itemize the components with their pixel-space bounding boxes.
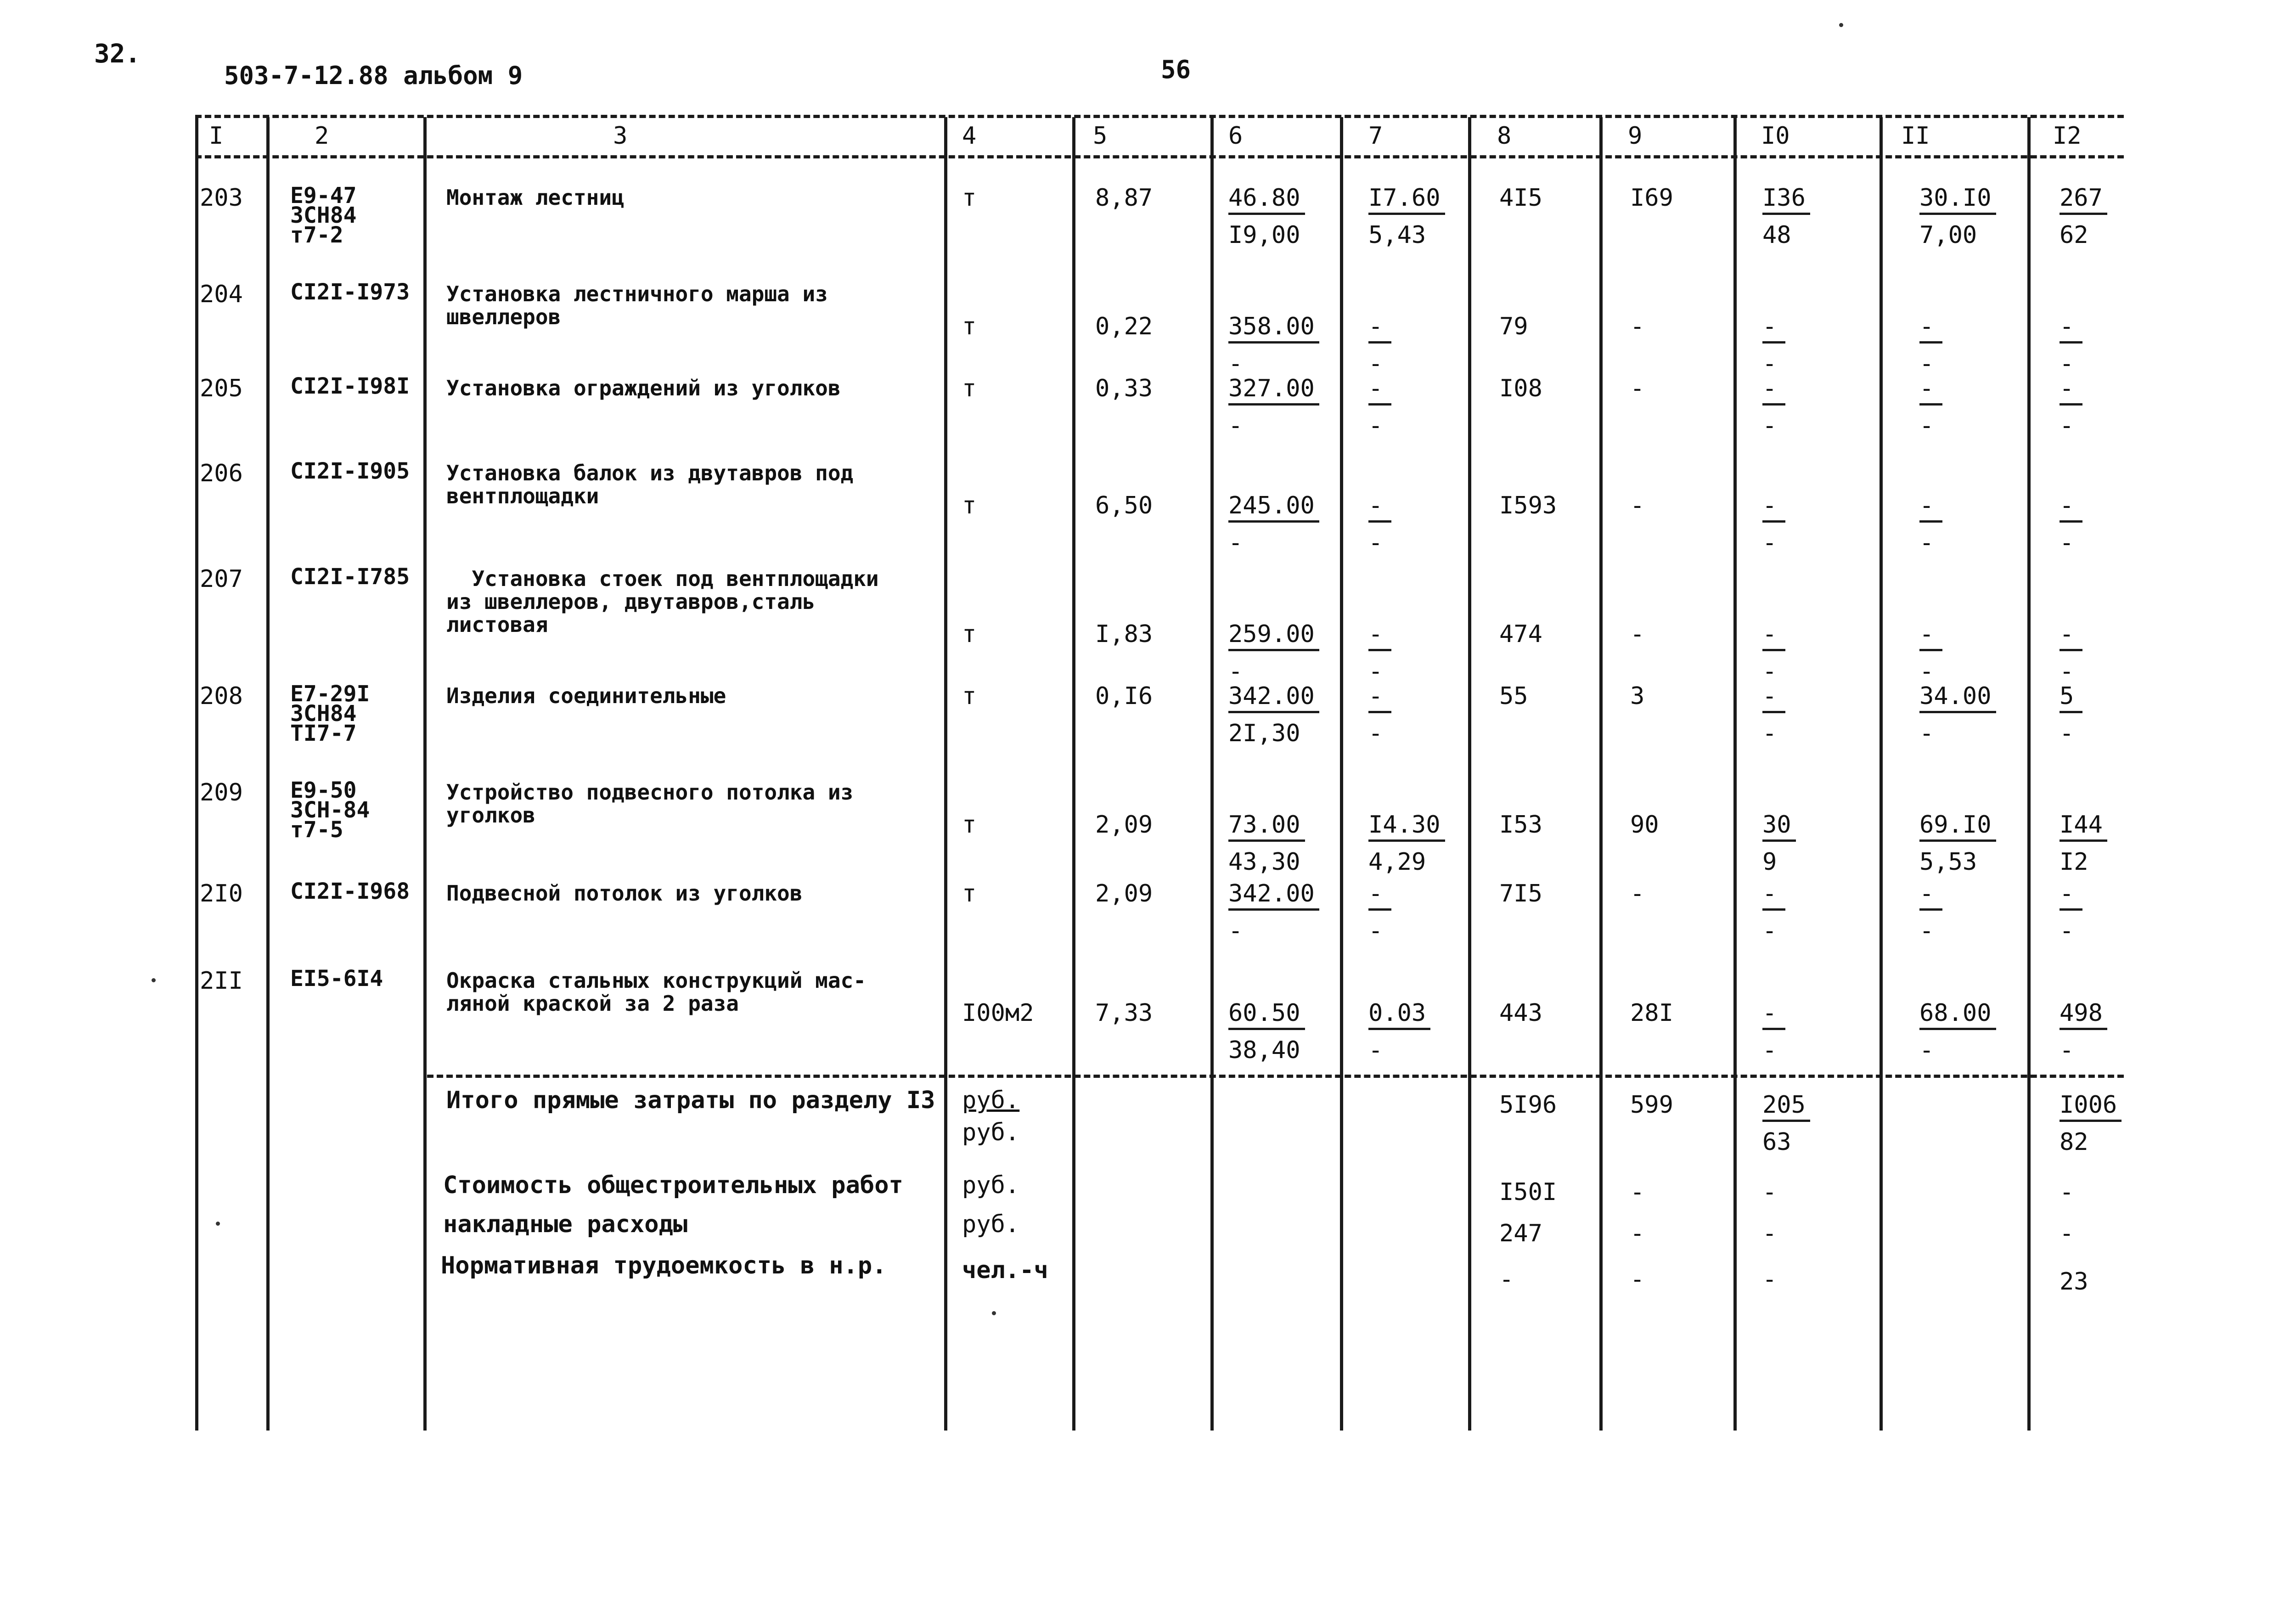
- row-code: E9-47 3СН84 т7-2: [290, 183, 357, 248]
- fraction-top: 30.I0: [1919, 186, 1996, 215]
- cost-col6: [1228, 684, 1319, 745]
- fraction-top: -: [1762, 684, 1785, 713]
- cost-col6: [1228, 882, 1319, 943]
- fraction-top: -: [1368, 377, 1391, 406]
- row-number: 208: [200, 682, 243, 710]
- column-header: 2: [315, 122, 329, 150]
- general-works-col12: -: [2060, 1178, 2074, 1206]
- column-divider: [1468, 117, 1471, 1431]
- row-quantity: 2,09: [1095, 880, 1153, 907]
- cost-col10: [1762, 813, 1796, 874]
- fraction-top: -: [1762, 377, 1785, 406]
- general-works-col8: I50I: [1499, 1178, 1557, 1206]
- cost-col6: [1228, 622, 1319, 683]
- row-code: EI5-6I4: [290, 966, 383, 991]
- column-header: I2: [2053, 122, 2082, 150]
- scan-speck: [1839, 23, 1843, 27]
- total-direct-col8: 5I96: [1499, 1091, 1557, 1119]
- scan-speck: [152, 978, 156, 982]
- cost-col11: [1919, 813, 1996, 874]
- scan-speck: [216, 1222, 220, 1226]
- cost-col12: [2060, 315, 2082, 376]
- fraction-top: 245.00: [1228, 494, 1319, 523]
- row-number: 2I0: [200, 880, 243, 907]
- cost-col7: [1368, 494, 1391, 555]
- fraction-bottom: -: [1762, 917, 1777, 945]
- column-divider: [423, 117, 427, 1431]
- fraction-bottom: I9,00: [1228, 221, 1300, 249]
- fraction-top: -: [1368, 315, 1391, 344]
- fraction-top: 5: [2060, 684, 2082, 713]
- row-unit: I00м2: [962, 999, 1034, 1027]
- fraction-bottom: I2: [2060, 848, 2088, 876]
- row-number: 205: [200, 375, 243, 402]
- total-direct-unit: руб.: [962, 1087, 1020, 1114]
- cost-col8: I08: [1499, 375, 1542, 402]
- column-divider: [1733, 117, 1737, 1431]
- fraction-bottom: -: [1368, 1036, 1383, 1064]
- row-quantity: 2,09: [1095, 811, 1153, 839]
- row-description: Подвесной потолок из уголков: [446, 881, 803, 906]
- fraction-top: I4.30: [1368, 813, 1445, 842]
- cost-col7: [1368, 315, 1391, 376]
- fraction-top: 498: [2060, 1001, 2107, 1030]
- cost-col9: -: [1630, 313, 1645, 340]
- fraction-top: 46.80: [1228, 186, 1305, 215]
- cost-col10: [1762, 186, 1810, 247]
- fraction-top: 34.00: [1919, 684, 1996, 713]
- fraction-bottom: -: [1228, 412, 1243, 439]
- fraction-top: -: [1919, 622, 1942, 651]
- fraction-bottom: -: [1762, 720, 1777, 747]
- fraction-bottom: -: [1368, 529, 1383, 557]
- fraction-top: -: [2060, 315, 2082, 344]
- cost-col12: [2060, 882, 2082, 943]
- column-header: 7: [1368, 122, 1383, 150]
- header-top-rule: [195, 115, 2124, 118]
- overhead-col12: -: [2060, 1220, 2074, 1247]
- fraction-bottom: -: [1762, 412, 1777, 439]
- fraction-bottom: -: [2060, 1036, 2074, 1064]
- column-header: II: [1901, 122, 1930, 150]
- fraction-bottom: -: [1762, 658, 1777, 685]
- cost-col11: [1919, 186, 1996, 247]
- cost-col9: -: [1630, 620, 1645, 648]
- cost-col8: 474: [1499, 620, 1542, 648]
- column-header: 3: [613, 122, 628, 150]
- cost-col12: [2060, 494, 2082, 555]
- cost-col7: [1368, 186, 1445, 247]
- cost-col10: [1762, 494, 1785, 555]
- row-number: 2II: [200, 967, 243, 995]
- overhead-col10: -: [1762, 1220, 1777, 1247]
- row-unit: т: [962, 375, 977, 402]
- cost-col8: 79: [1499, 313, 1528, 340]
- fraction-top: 69.I0: [1919, 813, 1996, 842]
- cost-col11: [1919, 315, 1942, 376]
- fraction-bottom: -: [1368, 412, 1383, 439]
- labor-col12: 23: [2060, 1268, 2088, 1296]
- document-reference: 503-7-12.88 альбом 9: [224, 61, 523, 90]
- row-description: Установка ограждений из уголков: [446, 376, 841, 400]
- fraction-top: I36: [1762, 186, 1810, 215]
- fraction-bottom: -: [2060, 658, 2074, 685]
- cost-col9: I69: [1630, 184, 1673, 212]
- fraction-bottom: -: [2060, 529, 2074, 557]
- fraction-bottom: 82: [2060, 1128, 2088, 1156]
- cost-col10: [1762, 1001, 1785, 1062]
- cost-col9: -: [1630, 492, 1645, 519]
- fraction-bottom: 4,29: [1368, 848, 1426, 876]
- cost-col7: [1368, 813, 1445, 874]
- cost-col10: [1762, 377, 1785, 438]
- cost-col7: [1368, 622, 1391, 683]
- cost-col6: [1228, 813, 1305, 874]
- cost-col11: [1919, 622, 1942, 683]
- cost-col10: [1762, 315, 1785, 376]
- row-code: E7-29I 3СН84 TI7-7: [290, 681, 370, 747]
- total-direct-col10: [1762, 1093, 1810, 1154]
- header-bottom-rule: [195, 155, 2124, 158]
- fraction-top: -: [2060, 494, 2082, 523]
- fraction-top: 205: [1762, 1093, 1810, 1122]
- fraction-bottom: 5,43: [1368, 221, 1426, 249]
- fraction-bottom: 38,40: [1228, 1036, 1300, 1064]
- fraction-top: 0.03: [1368, 1001, 1430, 1030]
- row-unit: т: [962, 682, 977, 710]
- row-code: CI2I-I973: [290, 279, 410, 305]
- cost-col9: 3: [1630, 682, 1645, 710]
- cost-col11: [1919, 1001, 1996, 1062]
- fraction-top: -: [2060, 377, 2082, 406]
- row-unit: т: [962, 880, 977, 907]
- row-number: 203: [200, 184, 243, 212]
- fraction-bottom: 63: [1762, 1128, 1791, 1156]
- fraction-top: I44: [2060, 813, 2107, 842]
- row-code: CI2I-I98I: [290, 373, 410, 399]
- fraction-bottom: -: [2060, 412, 2074, 439]
- general-works-col9: -: [1630, 1178, 1645, 1206]
- column-header: 9: [1628, 122, 1643, 150]
- fraction-bottom: -: [1368, 350, 1383, 377]
- fraction-top: -: [1919, 882, 1942, 911]
- cost-col6: [1228, 1001, 1305, 1062]
- general-works-unit: руб.: [962, 1172, 1020, 1199]
- row-description: Окраска стальных конструкций мас- ляной краской за 2 раза: [446, 968, 866, 1016]
- column-divider: [1210, 117, 1214, 1431]
- totals-rule: [427, 1075, 2124, 1078]
- column-header: 6: [1228, 122, 1243, 150]
- fraction-top: -: [1762, 494, 1785, 523]
- fraction-bottom: -: [1919, 529, 1934, 557]
- cost-col9: 90: [1630, 811, 1659, 839]
- cost-col9: -: [1630, 375, 1645, 402]
- fraction-bottom: 43,30: [1228, 848, 1300, 876]
- row-unit: т: [962, 184, 977, 212]
- fraction-bottom: -: [1919, 917, 1934, 945]
- column-header: I: [209, 122, 224, 150]
- row-number: 207: [200, 565, 243, 593]
- cost-col10: [1762, 882, 1785, 943]
- fraction-top: -: [1368, 882, 1391, 911]
- cost-col7: [1368, 1001, 1430, 1062]
- fraction-top: 68.00: [1919, 1001, 1996, 1030]
- fraction-bottom: 9: [1762, 848, 1777, 876]
- cost-col8: 443: [1499, 999, 1542, 1027]
- labor-col10: -: [1762, 1266, 1777, 1293]
- column-header: 4: [962, 122, 977, 150]
- cost-col6: [1228, 494, 1319, 555]
- fraction-bottom: -: [1919, 1036, 1934, 1064]
- row-unit: т: [962, 313, 977, 340]
- column-header: I0: [1761, 122, 1790, 150]
- fraction-top: -: [1762, 622, 1785, 651]
- row-quantity: 8,87: [1095, 184, 1153, 212]
- fraction-top: 342.00: [1228, 882, 1319, 911]
- fraction-bottom: -: [1228, 917, 1243, 945]
- cost-col8: I593: [1499, 492, 1557, 519]
- fraction-bottom: -: [1228, 658, 1243, 685]
- row-number: 206: [200, 460, 243, 487]
- cost-col12: [2060, 1001, 2107, 1062]
- cost-col9: -: [1630, 880, 1645, 907]
- general-works-col10: -: [1762, 1178, 1777, 1206]
- column-divider: [944, 117, 947, 1431]
- fraction-bottom: -: [2060, 720, 2074, 747]
- row-description: Устройство подвесного потолка из уголков: [446, 780, 854, 828]
- cost-col11: [1919, 494, 1942, 555]
- fraction-top: -: [2060, 882, 2082, 911]
- row-description: Установка стоек под вентплощадки из швеллеров, двутавров,сталь листовая: [446, 566, 879, 637]
- fraction-top: -: [1368, 494, 1391, 523]
- fraction-top: -: [1919, 377, 1942, 406]
- fraction-top: 30: [1762, 813, 1796, 842]
- column-divider: [1880, 117, 1883, 1431]
- cost-col6: [1228, 186, 1305, 247]
- cost-col12: [2060, 377, 2082, 438]
- fraction-top: I006: [2060, 1093, 2122, 1122]
- cost-col7: [1368, 377, 1391, 438]
- fraction-top: -: [1919, 494, 1942, 523]
- sheet-number: 32.: [94, 39, 141, 69]
- column-header: 8: [1497, 122, 1512, 150]
- fraction-bottom: -: [1919, 412, 1934, 439]
- column-divider: [1599, 117, 1603, 1431]
- fraction-top: 267: [2060, 186, 2107, 215]
- general-works-label: Стоимость общестроительных работ: [443, 1172, 903, 1199]
- row-quantity: 0,33: [1095, 375, 1153, 402]
- overhead-col8: 247: [1499, 1220, 1542, 1247]
- fraction-top: 60.50: [1228, 1001, 1305, 1030]
- cost-col8: 55: [1499, 682, 1528, 710]
- fraction-bottom: -: [1919, 350, 1934, 377]
- row-quantity: 6,50: [1095, 492, 1153, 519]
- fraction-top: -: [1368, 684, 1391, 713]
- fraction-top: 327.00: [1228, 377, 1319, 406]
- fraction-bottom: 62: [2060, 221, 2088, 249]
- row-unit: т: [962, 620, 977, 648]
- cost-col8: I53: [1499, 811, 1542, 839]
- cost-col12: [2060, 622, 2082, 683]
- fraction-top: 73.00: [1228, 813, 1305, 842]
- fraction-bottom: -: [1762, 350, 1777, 377]
- row-description: Монтаж лестниц: [446, 185, 625, 210]
- labor-unit: чел.-ч: [962, 1256, 1048, 1284]
- row-code: CI2I-I905: [290, 458, 410, 484]
- labor-col9: -: [1630, 1266, 1645, 1293]
- fraction-bottom: -: [1919, 658, 1934, 685]
- row-number: 209: [200, 779, 243, 806]
- fraction-top: 358.00: [1228, 315, 1319, 344]
- scan-speck: [992, 1311, 996, 1315]
- overhead-unit: руб.: [962, 1211, 1020, 1238]
- cost-col6: [1228, 377, 1319, 438]
- fraction-top: -: [1368, 622, 1391, 651]
- column-divider: [1072, 117, 1075, 1431]
- row-number: 204: [200, 281, 243, 308]
- cost-col7: [1368, 684, 1391, 745]
- total-direct-label: Итого прямые затраты по разделу I3: [446, 1087, 935, 1114]
- row-code: CI2I-I968: [290, 879, 410, 904]
- column-divider: [266, 117, 270, 1431]
- fraction-bottom: -: [2060, 917, 2074, 945]
- column-divider: [1340, 117, 1343, 1431]
- fraction-bottom: -: [1228, 529, 1243, 557]
- cost-col8: 4I5: [1499, 184, 1542, 212]
- column-divider: [195, 117, 198, 1431]
- row-description: Установка балок из двутавров под вентплощадки: [446, 461, 854, 508]
- fraction-top: -: [1762, 882, 1785, 911]
- total-direct-col12: [2060, 1093, 2122, 1154]
- row-quantity: I,83: [1095, 620, 1153, 648]
- cost-col10: [1762, 684, 1785, 745]
- row-quantity: 7,33: [1095, 999, 1153, 1027]
- fraction-bottom: -: [1368, 658, 1383, 685]
- fraction-bottom: -: [1762, 1036, 1777, 1064]
- page-number: 56: [1161, 55, 1191, 84]
- cost-col12: [2060, 186, 2107, 247]
- column-header: 5: [1093, 122, 1108, 150]
- fraction-bottom: 48: [1762, 221, 1791, 249]
- fraction-top: 342.00: [1228, 684, 1319, 713]
- cost-col12: [2060, 684, 2082, 745]
- fraction-bottom: 5,53: [1919, 848, 1977, 876]
- labor-col8: -: [1499, 1266, 1514, 1293]
- row-unit: т: [962, 492, 977, 519]
- column-divider: [2027, 117, 2031, 1431]
- fraction-top: -: [1762, 315, 1785, 344]
- row-unit: т: [962, 811, 977, 839]
- total-direct-unit: руб.: [962, 1119, 1020, 1146]
- row-description: Установка лестничного марша из швеллеров: [446, 282, 828, 329]
- overhead-label: накладные расходы: [443, 1211, 688, 1238]
- row-code: E9-50 3СН-84 т7-5: [290, 777, 370, 843]
- fraction-bottom: 2I,30: [1228, 720, 1300, 747]
- row-description: Изделия соединительные: [446, 683, 726, 708]
- fraction-bottom: -: [1762, 529, 1777, 557]
- cost-col12: [2060, 813, 2107, 874]
- fraction-bottom: -: [2060, 350, 2074, 377]
- fraction-bottom: -: [1228, 350, 1243, 377]
- row-quantity: 0,22: [1095, 313, 1153, 340]
- overhead-col9: -: [1630, 1220, 1645, 1247]
- cost-col9: 28I: [1630, 999, 1673, 1027]
- fraction-top: -: [1762, 1001, 1785, 1030]
- cost-col6: [1228, 315, 1319, 376]
- fraction-top: I7.60: [1368, 186, 1445, 215]
- fraction-top: 259.00: [1228, 622, 1319, 651]
- cost-col10: [1762, 622, 1785, 683]
- cost-col7: [1368, 882, 1391, 943]
- cost-col11: [1919, 684, 1996, 745]
- total-direct-col9: 599: [1630, 1091, 1673, 1119]
- row-code: CI2I-I785: [290, 564, 410, 590]
- fraction-bottom: 7,00: [1919, 221, 1977, 249]
- labor-label: Нормативная трудоемкость в н.р.: [441, 1252, 887, 1279]
- fraction-bottom: -: [1368, 720, 1383, 747]
- row-quantity: 0,I6: [1095, 682, 1153, 710]
- fraction-top: -: [1919, 315, 1942, 344]
- fraction-bottom: -: [1368, 917, 1383, 945]
- cost-col8: 7I5: [1499, 880, 1542, 907]
- fraction-top: -: [2060, 622, 2082, 651]
- cost-col11: [1919, 377, 1942, 438]
- cost-col11: [1919, 882, 1942, 943]
- fraction-bottom: -: [1919, 720, 1934, 747]
